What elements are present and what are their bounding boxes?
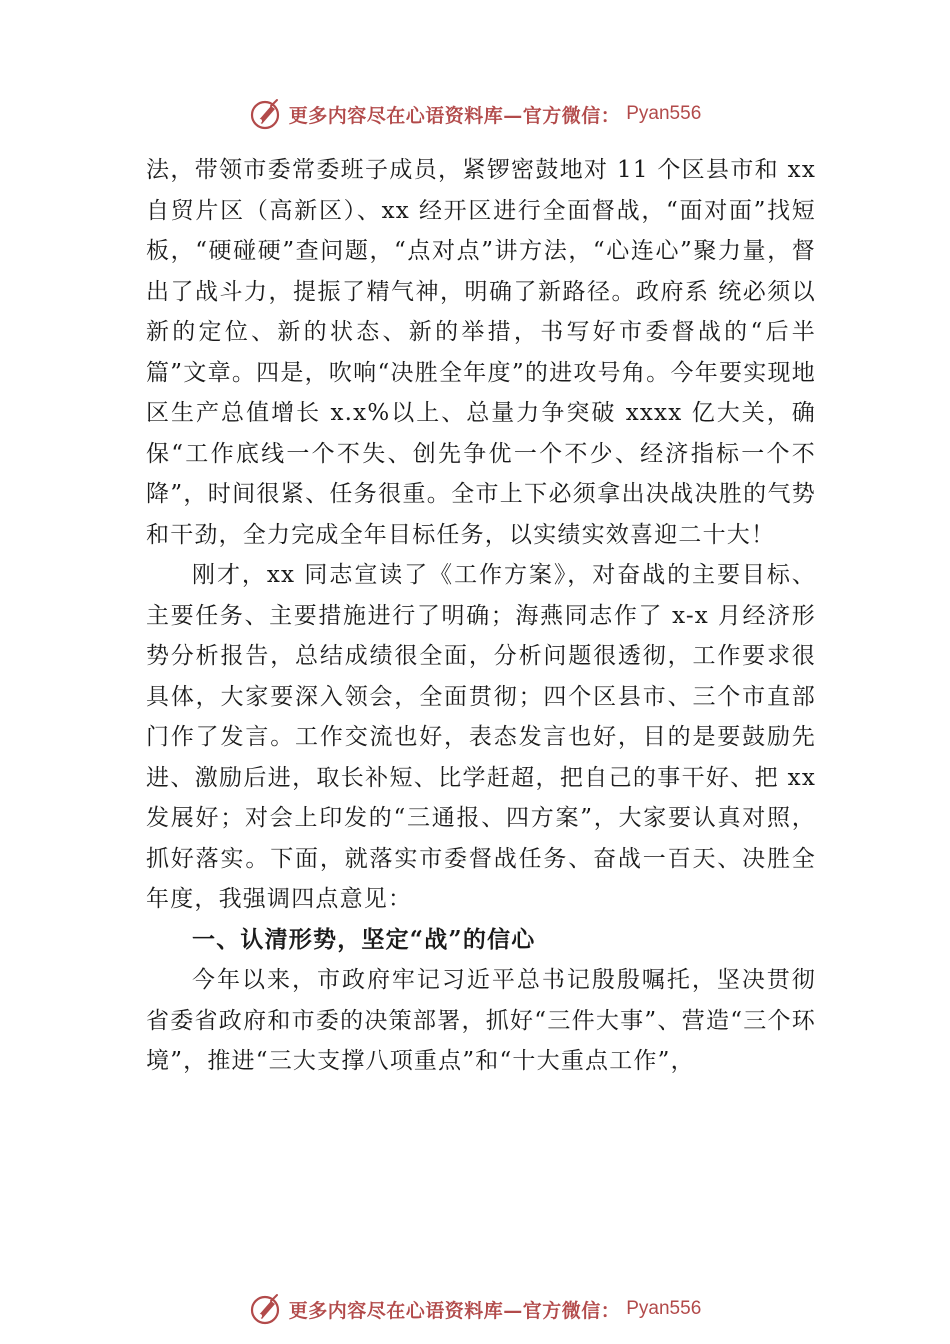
pen-seal-logo-icon — [249, 1292, 283, 1326]
paragraph-section-1: 今年以来，市政府牢记习近平总书记殷殷嘱托，坚决贯彻省委省政府和市委的决策部署，抓好“三件大事”、营造“三个环境”，推进“三大支撑八项重点”和“十大重点工作”， — [146, 967, 816, 1074]
pen-seal-logo-icon — [249, 97, 283, 131]
banner-text: 更多内容尽在心语资料库—官方微信： — [288, 1299, 621, 1322]
paragraph-continued: 法，带领市委常委班子成员，紧锣密鼓地对 11 个区县市和 xx 自贸片区（高新区）、xx 经开区进行全面督战，“面对面”找短板，“硬碰硬”查问题，“点对点”讲方法，“心连心”聚力量，督出了战斗力，提振了精气神，明确了新路径。政府系 统必须以新的定位、新的状态、新的举措，书写好市委督战的“后半篇”文章。四是，吹响“决胜全年度”的进攻号角。今年要实现地区生产总值增长 x.x%以上、总量力争突破 xxxx 亿大关，确保“工作底线一个不失、创先争优一个不少、经济指标一个不降”，时间很紧、任务很重。全市上下必须拿出决战决胜的气势和干劲，全力完成全年目标任务，以实绩实效喜迎二十大！ — [146, 157, 816, 548]
footer-banner — [0, 1289, 950, 1329]
banner-text: 更多内容尽在心语资料库—官方微信： — [288, 104, 621, 127]
banner-wechat-id: Pyan556 — [626, 103, 702, 124]
banner-wechat-id: Pyan556 — [626, 1298, 702, 1319]
document-body — [146, 150, 816, 1082]
section-heading-1: 一、认清形势，坚定“战”的信心 — [192, 925, 536, 953]
paragraph-meeting-summary: 刚才，xx 同志宣读了《工作方案》，对奋战的主要目标、主要任务、主要措施进行了明确；海燕同志作了 x-x 月经济形势分析报告，总结成绩很全面，分析问题很透彻，工作要求很具体，大家要深入领会，全面贯彻；四个区县市、三个市直部门作了发言。工作交流也好，表态发言也好，目的是要鼓励先进、激励后进，取长补短、比学赶超，把自己的事干好、把 xx 发展好；对会上印发的“三通报、四方案”，大家要认真对照，抓好落实。下面，就落实市委督战任务、奋战一百天、决胜全年度，我强调四点意见： — [146, 562, 816, 912]
header-banner — [0, 94, 950, 134]
